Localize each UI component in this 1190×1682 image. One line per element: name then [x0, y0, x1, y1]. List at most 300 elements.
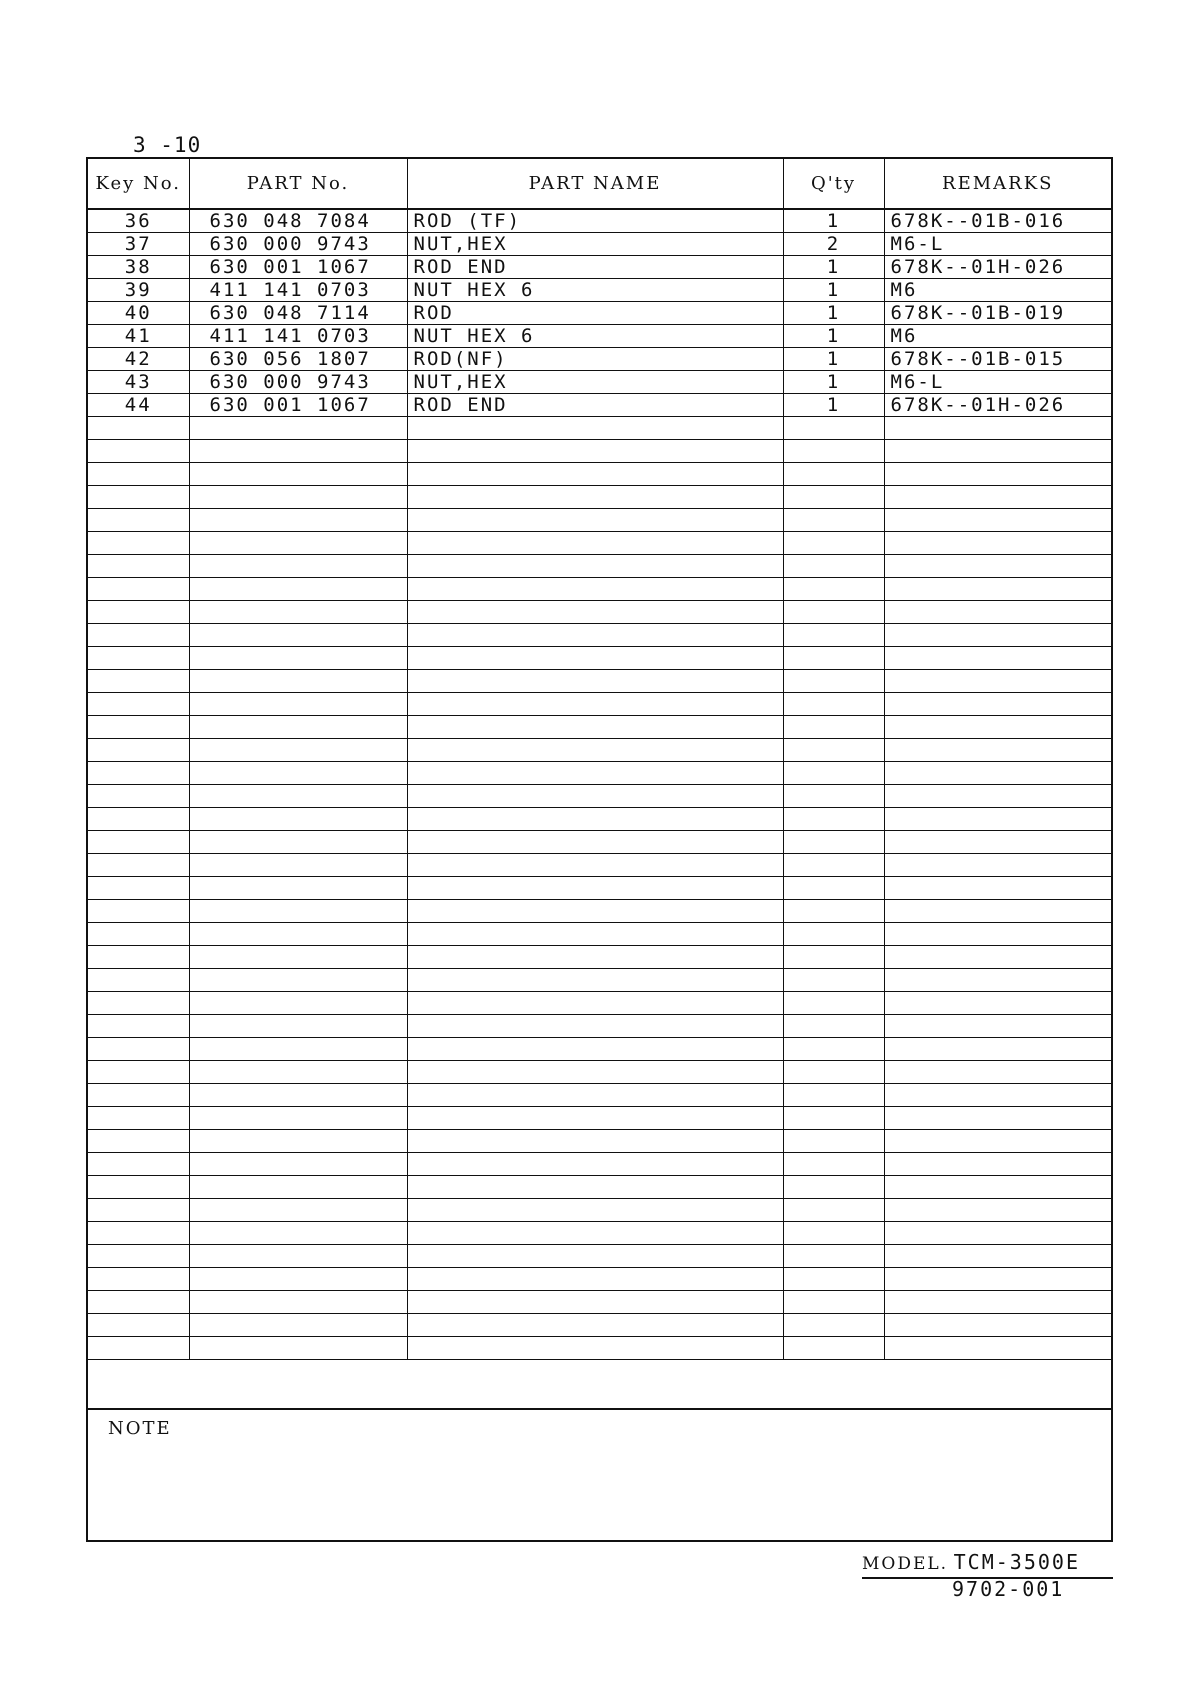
header-key-no: Key No.	[88, 159, 189, 209]
remarks-cell	[884, 1199, 1111, 1222]
part-no-cell	[189, 647, 407, 670]
part-name-cell	[407, 785, 783, 808]
model-line	[862, 1549, 1113, 1579]
key-no-cell	[88, 670, 189, 693]
qty-cell	[783, 486, 884, 509]
empty-table-row	[88, 1130, 1111, 1153]
qty-cell	[783, 1061, 884, 1084]
remarks-cell	[884, 946, 1111, 969]
qty-cell	[783, 417, 884, 440]
qty-cell	[783, 1268, 884, 1291]
part-name-cell	[407, 417, 783, 440]
remarks-cell	[884, 670, 1111, 693]
empty-table-row	[88, 1268, 1111, 1291]
key-no-cell	[88, 1107, 189, 1130]
qty-cell	[783, 1084, 884, 1107]
qty-cell: 1	[783, 302, 884, 325]
part-name-cell	[407, 1130, 783, 1153]
header-part-name: PART NAME	[407, 159, 783, 209]
qty-cell	[783, 946, 884, 969]
empty-table-row	[88, 601, 1111, 624]
qty-cell: 1	[783, 371, 884, 394]
remarks-cell	[884, 854, 1111, 877]
key-no-cell	[88, 532, 189, 555]
remarks-cell	[884, 578, 1111, 601]
part-name-cell	[407, 1153, 783, 1176]
remarks-cell	[884, 1268, 1111, 1291]
key-no-cell	[88, 1245, 189, 1268]
remarks-cell: M6-L	[884, 233, 1111, 256]
key-no-cell: 40	[88, 302, 189, 325]
qty-cell	[783, 555, 884, 578]
empty-table-row	[88, 440, 1111, 463]
part-no-cell	[189, 992, 407, 1015]
remarks-cell	[884, 1084, 1111, 1107]
key-no-cell: 42	[88, 348, 189, 371]
empty-table-row	[88, 831, 1111, 854]
remarks-cell	[884, 808, 1111, 831]
key-no-cell	[88, 486, 189, 509]
key-no-cell	[88, 739, 189, 762]
qty-cell	[783, 670, 884, 693]
empty-table-row	[88, 900, 1111, 923]
empty-table-row	[88, 486, 1111, 509]
key-no-cell	[88, 900, 189, 923]
empty-table-row	[88, 417, 1111, 440]
qty-cell	[783, 1153, 884, 1176]
part-no-cell	[189, 923, 407, 946]
part-name-cell: ROD END	[407, 394, 783, 417]
empty-table-row	[88, 624, 1111, 647]
part-no-cell	[189, 716, 407, 739]
remarks-cell	[884, 1015, 1111, 1038]
part-no-cell	[189, 417, 407, 440]
qty-cell	[783, 1222, 884, 1245]
remarks-cell	[884, 417, 1111, 440]
remarks-cell	[884, 555, 1111, 578]
part-name-cell	[407, 440, 783, 463]
remarks-cell	[884, 601, 1111, 624]
key-no-cell	[88, 1199, 189, 1222]
empty-table-row	[88, 1314, 1111, 1337]
part-no-cell	[189, 1314, 407, 1337]
part-name-cell	[407, 923, 783, 946]
remarks-cell	[884, 1314, 1111, 1337]
qty-cell	[783, 831, 884, 854]
part-no-cell	[189, 1107, 407, 1130]
part-name-cell	[407, 578, 783, 601]
qty-cell	[783, 900, 884, 923]
part-no-cell	[189, 693, 407, 716]
key-no-cell	[88, 601, 189, 624]
part-name-cell	[407, 693, 783, 716]
qty-cell: 1	[783, 256, 884, 279]
part-no-cell: 411 141 0703	[189, 325, 407, 348]
part-no-cell	[189, 946, 407, 969]
part-name-cell: ROD (TF)	[407, 209, 783, 233]
empty-table-row	[88, 463, 1111, 486]
part-no-cell	[189, 808, 407, 831]
parts-table	[88, 159, 1111, 1360]
empty-table-row	[88, 1199, 1111, 1222]
part-name-cell	[407, 1222, 783, 1245]
part-no-cell	[189, 1176, 407, 1199]
remarks-cell	[884, 900, 1111, 923]
empty-table-row	[88, 1222, 1111, 1245]
remarks-cell	[884, 1176, 1111, 1199]
remarks-cell	[884, 762, 1111, 785]
key-no-cell	[88, 624, 189, 647]
part-no-cell	[189, 877, 407, 900]
note-label: NOTE	[108, 1418, 172, 1439]
part-no-cell: 630 001 1067	[189, 256, 407, 279]
key-no-cell	[88, 440, 189, 463]
key-no-cell	[88, 1337, 189, 1360]
remarks-cell: M6	[884, 325, 1111, 348]
part-no-cell: 630 000 9743	[189, 371, 407, 394]
part-no-cell	[189, 532, 407, 555]
part-name-cell	[407, 601, 783, 624]
empty-table-row	[88, 808, 1111, 831]
remarks-cell	[884, 1222, 1111, 1245]
remarks-cell: 678K--01B-019	[884, 302, 1111, 325]
table-row	[88, 348, 1111, 371]
part-no-cell	[189, 1015, 407, 1038]
qty-cell	[783, 647, 884, 670]
table-row	[88, 371, 1111, 394]
part-no-cell	[189, 1337, 407, 1360]
part-no-cell	[189, 969, 407, 992]
key-no-cell	[88, 762, 189, 785]
empty-table-row	[88, 716, 1111, 739]
key-no-cell	[88, 1291, 189, 1314]
key-no-cell	[88, 1130, 189, 1153]
part-name-cell	[407, 1314, 783, 1337]
part-name-cell: ROD END	[407, 256, 783, 279]
part-no-cell	[189, 1199, 407, 1222]
remarks-cell: 678K--01H-026	[884, 394, 1111, 417]
key-no-cell	[88, 946, 189, 969]
table-row	[88, 302, 1111, 325]
key-no-cell	[88, 1222, 189, 1245]
empty-table-row	[88, 693, 1111, 716]
part-no-cell	[189, 670, 407, 693]
qty-cell	[783, 808, 884, 831]
part-name-cell	[407, 1268, 783, 1291]
key-no-cell: 38	[88, 256, 189, 279]
key-no-cell	[88, 578, 189, 601]
parts-table-body	[88, 209, 1111, 1360]
part-no-cell	[189, 1245, 407, 1268]
header-remarks: REMARKS	[884, 159, 1111, 209]
empty-table-row	[88, 854, 1111, 877]
part-no-cell: 630 001 1067	[189, 394, 407, 417]
qty-cell	[783, 1245, 884, 1268]
header-part-no: PART No.	[189, 159, 407, 209]
qty-cell	[783, 624, 884, 647]
key-no-cell: 41	[88, 325, 189, 348]
part-name-cell	[407, 946, 783, 969]
table-row	[88, 256, 1111, 279]
table-header-row	[88, 159, 1111, 209]
qty-cell	[783, 532, 884, 555]
part-no-cell	[189, 1061, 407, 1084]
part-name-cell	[407, 509, 783, 532]
part-name-cell	[407, 1061, 783, 1084]
table-row	[88, 209, 1111, 233]
part-no-cell	[189, 578, 407, 601]
part-no-cell	[189, 601, 407, 624]
remarks-cell	[884, 1107, 1111, 1130]
remarks-cell	[884, 624, 1111, 647]
qty-cell	[783, 762, 884, 785]
empty-table-row	[88, 1038, 1111, 1061]
qty-cell	[783, 693, 884, 716]
qty-cell	[783, 578, 884, 601]
part-name-cell	[407, 1176, 783, 1199]
key-no-cell	[88, 555, 189, 578]
remarks-cell: 678K--01H-026	[884, 256, 1111, 279]
qty-cell: 1	[783, 394, 884, 417]
note-area	[88, 1408, 1111, 1542]
remarks-cell	[884, 831, 1111, 854]
empty-table-row	[88, 647, 1111, 670]
document-number: 9702-001	[952, 1577, 1065, 1601]
qty-cell	[783, 463, 884, 486]
key-no-cell	[88, 1015, 189, 1038]
remarks-cell	[884, 1130, 1111, 1153]
part-name-cell	[407, 1084, 783, 1107]
key-no-cell: 36	[88, 209, 189, 233]
header-qty: Q'ty	[783, 159, 884, 209]
empty-table-row	[88, 923, 1111, 946]
table-row	[88, 233, 1111, 256]
remarks-cell	[884, 463, 1111, 486]
key-no-cell	[88, 463, 189, 486]
qty-cell: 1	[783, 348, 884, 371]
part-name-cell	[407, 486, 783, 509]
key-no-cell	[88, 1038, 189, 1061]
empty-table-row	[88, 739, 1111, 762]
part-no-cell: 630 048 7084	[189, 209, 407, 233]
empty-table-row	[88, 1107, 1111, 1130]
key-no-cell	[88, 1176, 189, 1199]
part-name-cell: NUT HEX 6	[407, 279, 783, 302]
remarks-cell	[884, 647, 1111, 670]
qty-cell	[783, 1130, 884, 1153]
part-no-cell	[189, 739, 407, 762]
part-name-cell	[407, 831, 783, 854]
qty-cell	[783, 877, 884, 900]
qty-cell	[783, 601, 884, 624]
part-no-cell	[189, 831, 407, 854]
part-name-cell	[407, 1038, 783, 1061]
part-name-cell	[407, 1015, 783, 1038]
empty-table-row	[88, 578, 1111, 601]
part-name-cell	[407, 877, 783, 900]
qty-cell: 1	[783, 209, 884, 233]
remarks-cell	[884, 923, 1111, 946]
part-name-cell	[407, 900, 783, 923]
key-no-cell	[88, 693, 189, 716]
part-no-cell	[189, 509, 407, 532]
part-name-cell: NUT,HEX	[407, 233, 783, 256]
empty-table-row	[88, 877, 1111, 900]
empty-table-row	[88, 509, 1111, 532]
key-no-cell	[88, 417, 189, 440]
part-no-cell	[189, 1268, 407, 1291]
qty-cell	[783, 1199, 884, 1222]
part-no-cell	[189, 1084, 407, 1107]
part-no-cell	[189, 854, 407, 877]
qty-cell: 2	[783, 233, 884, 256]
part-name-cell	[407, 1245, 783, 1268]
qty-cell	[783, 1038, 884, 1061]
key-no-cell	[88, 1268, 189, 1291]
empty-table-row	[88, 1337, 1111, 1360]
part-no-cell	[189, 900, 407, 923]
key-no-cell	[88, 785, 189, 808]
key-no-cell	[88, 808, 189, 831]
table-row	[88, 325, 1111, 348]
empty-table-row	[88, 1015, 1111, 1038]
qty-cell: 1	[783, 325, 884, 348]
key-no-cell: 44	[88, 394, 189, 417]
remarks-cell	[884, 785, 1111, 808]
qty-cell	[783, 969, 884, 992]
qty-cell	[783, 785, 884, 808]
qty-cell	[783, 1176, 884, 1199]
key-no-cell	[88, 992, 189, 1015]
qty-cell	[783, 923, 884, 946]
qty-cell	[783, 1314, 884, 1337]
qty-cell	[783, 509, 884, 532]
remarks-cell: 678K--01B-015	[884, 348, 1111, 371]
part-no-cell	[189, 1222, 407, 1245]
remarks-cell	[884, 716, 1111, 739]
part-name-cell	[407, 670, 783, 693]
part-no-cell	[189, 555, 407, 578]
remarks-cell	[884, 1061, 1111, 1084]
part-no-cell	[189, 1291, 407, 1314]
remarks-cell: M6	[884, 279, 1111, 302]
page-number: 3 -10	[133, 133, 202, 157]
key-no-cell	[88, 877, 189, 900]
qty-cell	[783, 716, 884, 739]
qty-cell	[783, 992, 884, 1015]
key-no-cell	[88, 1314, 189, 1337]
part-no-cell: 411 141 0703	[189, 279, 407, 302]
model-value: TCM-3500E	[953, 1550, 1081, 1574]
remarks-cell	[884, 1153, 1111, 1176]
parts-list-sheet	[86, 157, 1113, 1542]
empty-table-row	[88, 1153, 1111, 1176]
empty-table-row	[88, 969, 1111, 992]
part-name-cell	[407, 854, 783, 877]
part-name-cell	[407, 647, 783, 670]
remarks-cell	[884, 992, 1111, 1015]
key-no-cell	[88, 647, 189, 670]
qty-cell	[783, 440, 884, 463]
part-name-cell	[407, 739, 783, 762]
qty-cell	[783, 854, 884, 877]
part-name-cell	[407, 555, 783, 578]
key-no-cell	[88, 854, 189, 877]
key-no-cell	[88, 831, 189, 854]
part-name-cell	[407, 762, 783, 785]
remarks-cell	[884, 739, 1111, 762]
remarks-cell	[884, 532, 1111, 555]
part-no-cell	[189, 624, 407, 647]
table-row	[88, 279, 1111, 302]
part-no-cell	[189, 762, 407, 785]
part-no-cell: 630 048 7114	[189, 302, 407, 325]
key-no-cell	[88, 509, 189, 532]
remarks-cell	[884, 1337, 1111, 1360]
part-no-cell	[189, 785, 407, 808]
key-no-cell	[88, 716, 189, 739]
qty-cell	[783, 739, 884, 762]
empty-table-row	[88, 1245, 1111, 1268]
remarks-cell	[884, 1038, 1111, 1061]
remarks-cell: M6-L	[884, 371, 1111, 394]
part-name-cell: NUT HEX 6	[407, 325, 783, 348]
remarks-cell	[884, 693, 1111, 716]
part-name-cell	[407, 992, 783, 1015]
part-name-cell: ROD	[407, 302, 783, 325]
remarks-cell	[884, 877, 1111, 900]
key-no-cell	[88, 969, 189, 992]
qty-cell	[783, 1015, 884, 1038]
qty-cell	[783, 1337, 884, 1360]
part-name-cell: NUT,HEX	[407, 371, 783, 394]
empty-table-row	[88, 1176, 1111, 1199]
remarks-cell	[884, 486, 1111, 509]
remarks-cell: 678K--01B-016	[884, 209, 1111, 233]
part-no-cell: 630 000 9743	[189, 233, 407, 256]
part-name-cell	[407, 716, 783, 739]
empty-table-row	[88, 946, 1111, 969]
remarks-cell	[884, 969, 1111, 992]
part-name-cell	[407, 1199, 783, 1222]
part-no-cell	[189, 1153, 407, 1176]
empty-table-row	[88, 555, 1111, 578]
part-name-cell	[407, 532, 783, 555]
empty-table-row	[88, 1084, 1111, 1107]
remarks-cell	[884, 1291, 1111, 1314]
key-no-cell	[88, 923, 189, 946]
part-no-cell: 630 056 1807	[189, 348, 407, 371]
part-name-cell	[407, 1337, 783, 1360]
part-name-cell	[407, 808, 783, 831]
empty-table-row	[88, 670, 1111, 693]
remarks-cell	[884, 440, 1111, 463]
empty-table-row	[88, 1291, 1111, 1314]
qty-cell: 1	[783, 279, 884, 302]
part-no-cell	[189, 1130, 407, 1153]
part-name-cell: ROD(NF)	[407, 348, 783, 371]
key-no-cell: 39	[88, 279, 189, 302]
empty-table-row	[88, 785, 1111, 808]
empty-table-row	[88, 1061, 1111, 1084]
table-row	[88, 394, 1111, 417]
remarks-cell	[884, 509, 1111, 532]
part-name-cell	[407, 463, 783, 486]
qty-cell	[783, 1291, 884, 1314]
part-name-cell	[407, 969, 783, 992]
qty-cell	[783, 1107, 884, 1130]
key-no-cell	[88, 1084, 189, 1107]
